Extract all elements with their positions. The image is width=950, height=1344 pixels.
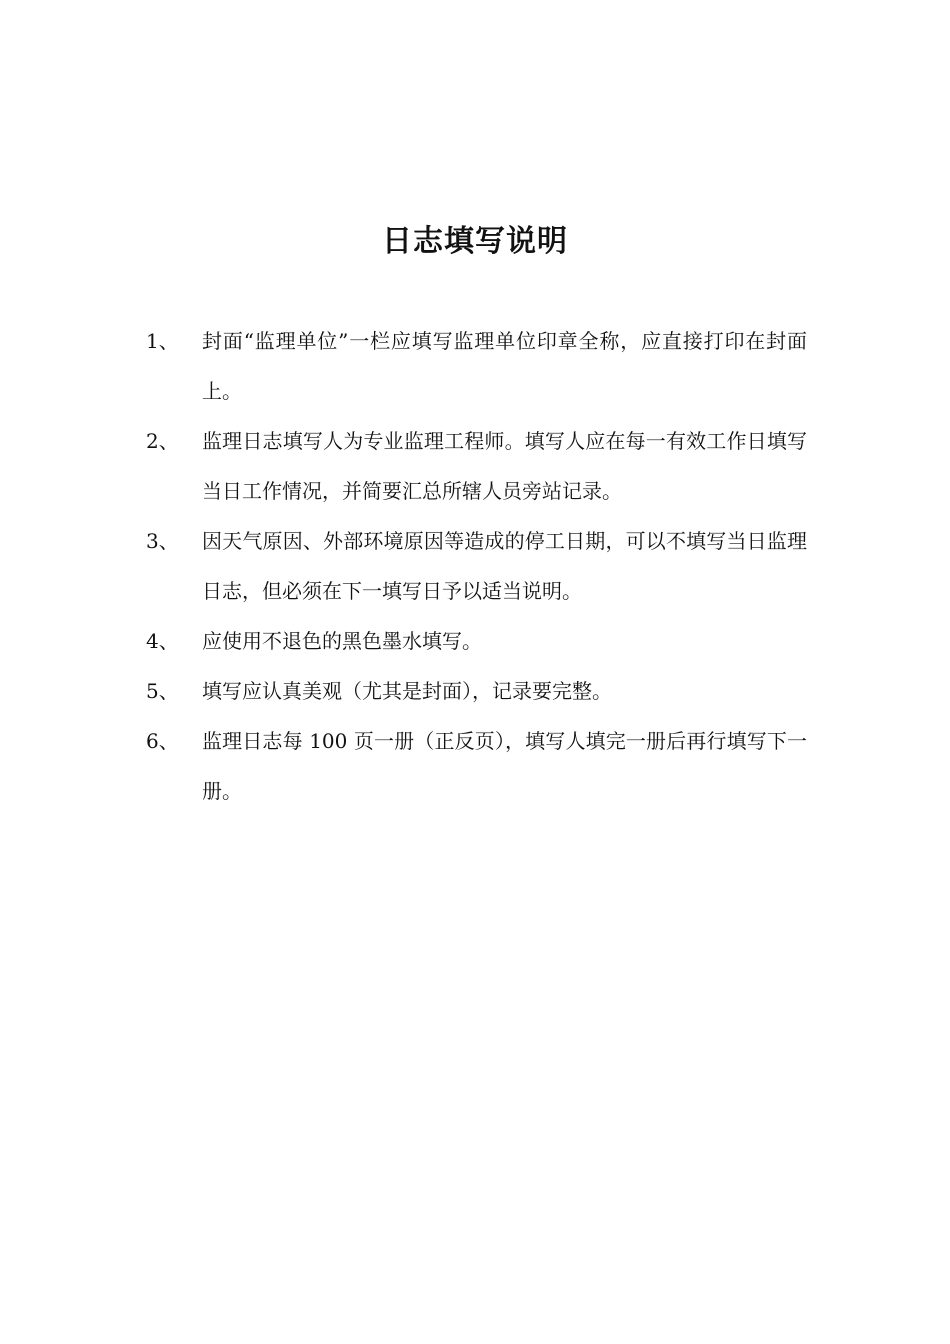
item-number: 4、: [146, 629, 179, 653]
item-text: 因天气原因、外部环境原因等造成的停工日期，可以不填写当日监理日志，但必须在下一填写日予以适当说明。: [202, 529, 807, 603]
list-item: [0, 716, 950, 816]
item-text: 填写应认真美观（尤其是封面），记录要完整。: [202, 679, 612, 703]
item-number: 5、: [146, 679, 179, 703]
item-text: 监理日志每 100 页一册（正反页），填写人填完一册后再行填写下一册。: [202, 729, 807, 803]
item-text: 应使用不退色的黑色墨水填写。: [202, 629, 482, 653]
list-item: [0, 666, 950, 716]
item-number: 3、: [146, 529, 179, 553]
list-item: [0, 516, 950, 616]
page-title: 日志填写说明: [382, 224, 568, 259]
list-item: [0, 616, 950, 666]
list-item: [0, 316, 950, 416]
list-item: [0, 416, 950, 516]
instruction-list: [0, 316, 950, 816]
item-number: 6、: [146, 729, 179, 753]
item-text: 封面“监理单位”一栏应填写监理单位印章全称，应直接打印在封面上。: [202, 329, 807, 403]
item-number: 2、: [146, 429, 179, 453]
item-number: 1、: [146, 329, 179, 353]
item-text: 监理日志填写人为专业监理工程师。填写人应在每一有效工作日填写当日工作情况，并简要汇总所辖人员旁站记录。: [202, 429, 807, 503]
